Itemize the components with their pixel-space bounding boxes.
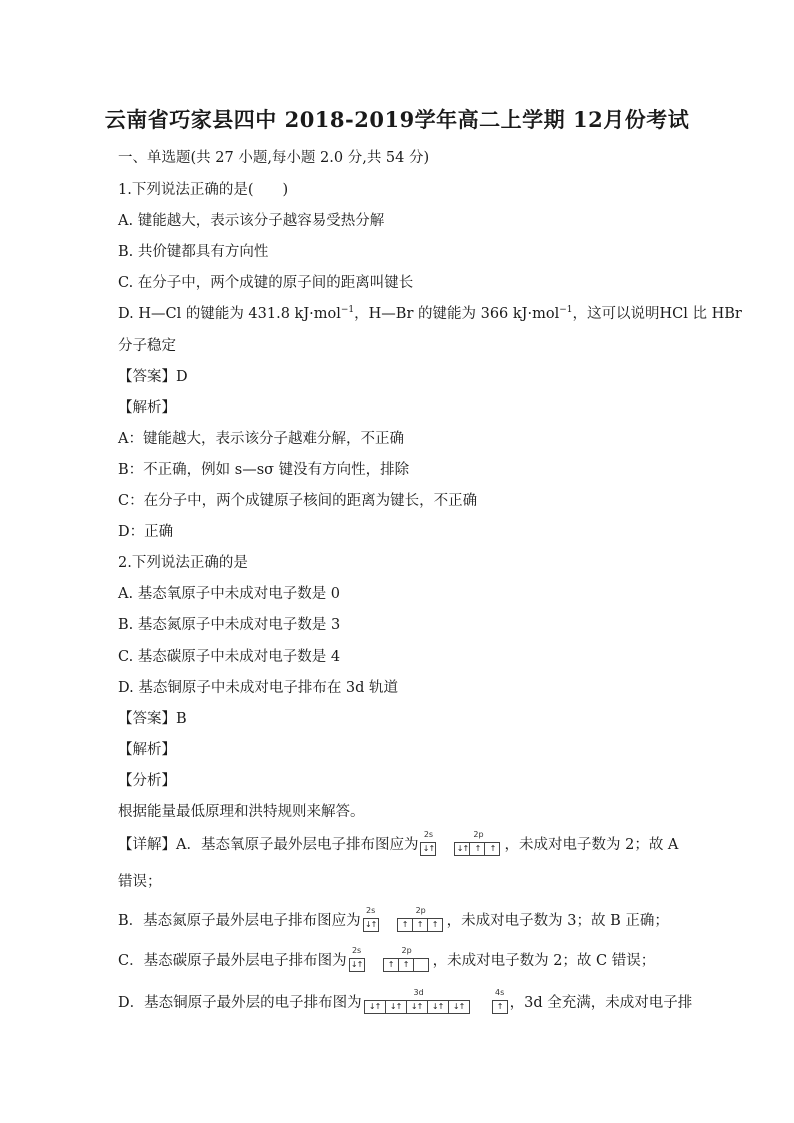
orbital-box: ↓↑	[420, 842, 436, 856]
q1-option-d	[118, 304, 742, 324]
orbital-box: ↑	[383, 958, 398, 972]
orbital-label: 2p	[401, 946, 412, 955]
q1-analysis-d: D：正确	[118, 524, 174, 540]
q2-detail-a-result: ，未成对电子数为 2；故 A	[504, 837, 679, 853]
document-title: 云南省巧家县四中 2018-2019学年高二上学期 12月份考试	[104, 107, 690, 132]
q2-answer: 【答案】B	[118, 711, 187, 727]
q1-stem: 1.下列说法正确的是( )	[118, 182, 289, 198]
orbital-box	[413, 958, 429, 972]
q2-detail-c	[118, 946, 693, 972]
q2-detail-c-text: C．基态碳原子最外层电子排布图为	[118, 953, 347, 969]
orbital-label: 2p	[473, 830, 484, 839]
orbital-box: ↑	[484, 842, 500, 856]
orbital-box: ↓↑	[349, 958, 365, 972]
orbital-diagram-2s	[349, 946, 365, 972]
q1-option-d-part1: D. H—Cl 的键能为 431.8 kJ·mol	[118, 306, 341, 322]
orbital-diagram-4s	[492, 988, 508, 1014]
q2-option-d: D. 基态铜原子中未成对电子排布在 3d 轨道	[118, 680, 399, 696]
orbital-box: ↑	[492, 1000, 508, 1014]
q2-detail-b	[118, 906, 693, 932]
q2-detail-b-text: B．基态氮原子最外层电子排布图应为	[118, 913, 361, 929]
orbital-diagram-2s	[420, 830, 436, 856]
q2-option-a: A. 基态氧原子中未成对电子数是 0	[118, 586, 341, 602]
orbital-diagram-2p	[383, 946, 431, 972]
q1-analysis-b: B：不正确，例如 s—sσ 键没有方向性，排除	[118, 462, 410, 478]
orbital-box: ↑	[398, 958, 413, 972]
orbital-box: ↑	[412, 918, 427, 932]
q2-detail-d-result: ，3d 全充满，未成对电子排	[509, 995, 693, 1011]
orbital-box: ↓↑	[448, 1000, 470, 1014]
q2-detail-a-text: 【详解】A．基态氧原子最外层电子排布图应为	[118, 837, 419, 853]
q2-detail-d	[118, 988, 693, 1014]
q2-detail-a-continued: 错误；	[118, 874, 162, 890]
q2-detail-c-result: ，未成对电子数为 2；故 C 错误；	[432, 953, 656, 969]
orbital-box: ↓↑	[363, 918, 379, 932]
q1-analysis-c: C：在分子中，两个成键原子核间的距离为键长，不正确	[118, 493, 478, 509]
orbital-label: 4s	[494, 988, 505, 997]
q2-option-b: B. 基态氮原子中未成对电子数是 3	[118, 617, 341, 633]
orbital-box: ↑	[397, 918, 412, 932]
q2-fenxi-text: 根据能量最低原理和洪特规则来解答。	[118, 804, 365, 820]
q2-detail-b-result: ，未成对电子数为 3；故 B 正确；	[446, 913, 669, 929]
orbital-box: ↑	[427, 918, 443, 932]
orbital-label: 2s	[423, 830, 434, 839]
q1-option-d-part2: ，H—Br 的键能为 366 kJ·mol	[354, 306, 560, 322]
superscript: −1	[559, 305, 573, 316]
orbital-label: 2s	[351, 946, 362, 955]
orbital-label: 2p	[415, 906, 426, 915]
orbital-diagram-2s	[363, 906, 379, 932]
q1-answer: 【答案】D	[118, 369, 188, 385]
q2-detail-a	[118, 830, 693, 856]
orbital-label: 3d	[413, 988, 424, 997]
q2-analysis-heading: 【解析】	[118, 742, 176, 758]
q1-option-b: B. 共价键都具有方向性	[118, 244, 269, 260]
q1-option-d-part3: ，这可以说明HCl 比 HBr	[572, 306, 742, 322]
orbital-diagram-2p	[454, 830, 502, 856]
q1-option-c: C. 在分子中，两个成键的原子间的距离叫键长	[118, 275, 414, 291]
section-heading: 一、单选题(共 27 小题,每小题 2.0 分,共 54 分)	[118, 150, 430, 166]
orbital-diagram-2p	[397, 906, 445, 932]
orbital-box: ↓↑	[385, 1000, 406, 1014]
superscript: −1	[340, 305, 355, 316]
q2-fenxi-heading: 【分析】	[118, 773, 176, 789]
orbital-box: ↓↑	[406, 1000, 427, 1014]
orbital-box: ↓↑	[454, 842, 469, 856]
q1-analysis-a: A：键能越大，表示该分子越难分解，不正确	[118, 431, 404, 447]
orbital-diagram-3d	[364, 988, 474, 1014]
q1-analysis-heading: 【解析】	[118, 400, 176, 416]
q2-stem: 2.下列说法正确的是	[118, 555, 248, 571]
q2-detail-d-text: D．基态铜原子最外层的电子排布图为	[118, 995, 362, 1011]
orbital-box: ↓↑	[364, 1000, 385, 1014]
orbital-box: ↑	[469, 842, 484, 856]
q2-option-c: C. 基态碳原子中未成对电子数是 4	[118, 649, 341, 665]
orbital-box: ↓↑	[427, 1000, 448, 1014]
q1-option-a: A. 键能越大，表示该分子越容易受热分解	[118, 213, 385, 229]
orbital-label: 2s	[366, 906, 376, 915]
q1-option-d-continued: 分子稳定	[118, 338, 176, 354]
